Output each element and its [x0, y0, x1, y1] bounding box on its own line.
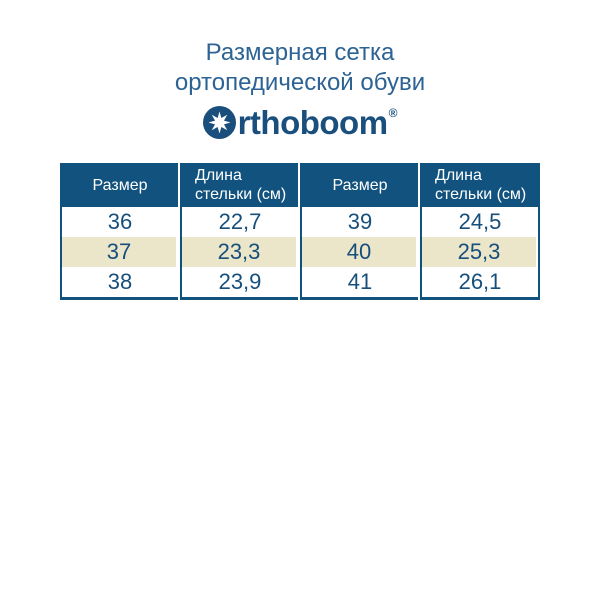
- registered-trademark: ®: [388, 105, 398, 120]
- page-title: [0, 38, 600, 98]
- page-title-line1: Размерная сетка: [205, 39, 395, 66]
- column-header-text-line1: Длина: [195, 167, 242, 184]
- table-cell: 26,1: [422, 267, 538, 297]
- column-header-text-line2: стельки (см): [195, 186, 287, 203]
- size-table-column-4: [420, 163, 540, 300]
- page-title-line2: ортопедической обуви: [174, 69, 426, 96]
- table-cell: 23,9: [182, 267, 298, 297]
- size-table-column-3: [300, 163, 418, 300]
- table-cell: 22,7: [182, 207, 298, 237]
- table-cell: 24,5: [422, 207, 538, 237]
- column-header-text: Размер: [92, 176, 148, 194]
- size-table-column-1: [60, 163, 178, 300]
- table-cell: 39: [302, 207, 418, 237]
- column-header-text: Размер: [332, 176, 388, 194]
- size-table-column-2: [180, 163, 298, 300]
- logo-row: [0, 106, 600, 139]
- column-header: [302, 163, 418, 207]
- table-cell: 37: [62, 237, 178, 267]
- column-header-text-line1: Длина: [435, 167, 482, 184]
- size-table: [60, 163, 540, 300]
- table-cell: 36: [62, 207, 178, 237]
- column-header-text-line2: стельки (см): [435, 186, 527, 203]
- column-header: [62, 163, 178, 207]
- orthoboom-star-icon: [203, 106, 236, 139]
- column-header: [182, 163, 298, 207]
- table-cell: 40: [302, 237, 418, 267]
- table-cell: 41: [302, 267, 418, 297]
- table-cell: 25,3: [422, 237, 538, 267]
- table-cell: 23,3: [182, 237, 298, 267]
- table-cell: 38: [62, 267, 178, 297]
- orthoboom-logo: [203, 106, 398, 139]
- column-header: [422, 163, 538, 207]
- logo-text: rthoboom: [237, 104, 388, 141]
